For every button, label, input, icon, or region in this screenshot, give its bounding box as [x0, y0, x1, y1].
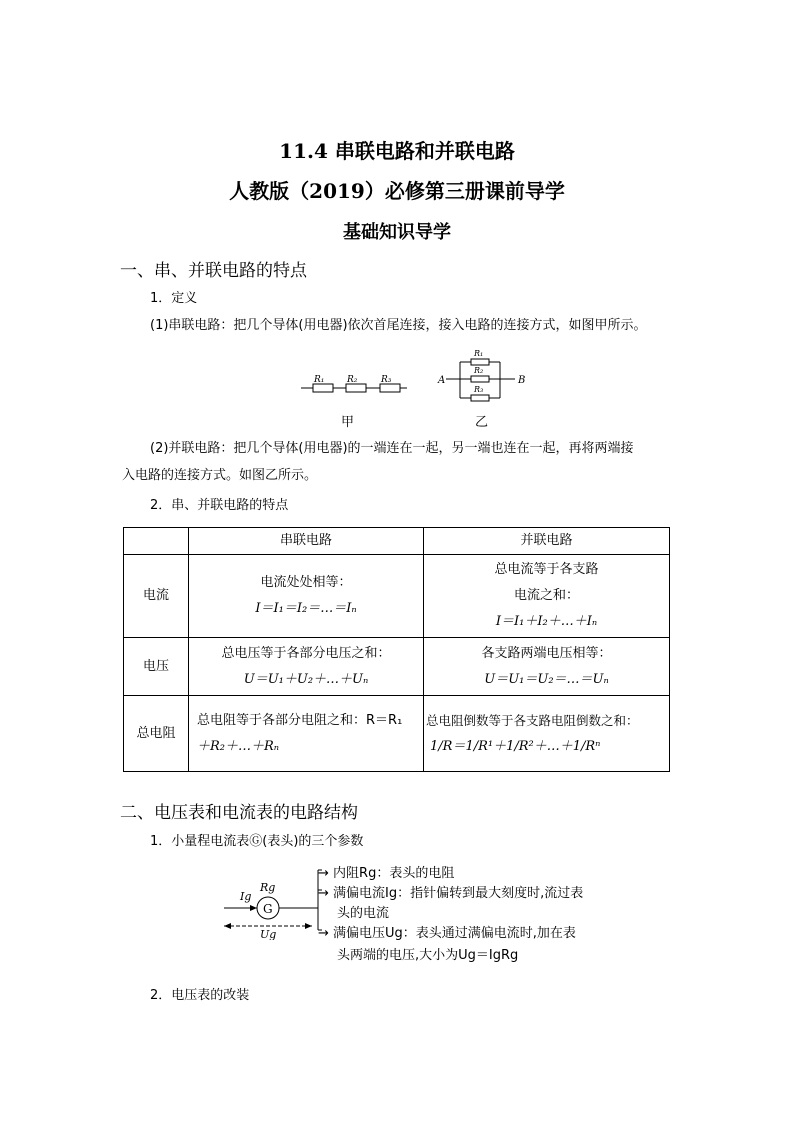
header-parallel: 并联电路 [424, 528, 670, 555]
table-header-row [124, 528, 670, 555]
param-line1: → 内阻Rg：表头的电阻 [318, 866, 455, 881]
series-definition: (1)串联电路：把几个导体(用电器)依次首尾连接，接入电路的连接方式，如图甲所示。 [150, 318, 647, 333]
item-voltmeter: 2．电压表的改装 [150, 988, 250, 1003]
parallel-current-formula: I＝I₁＋I₂＋…＋Iₙ [495, 614, 598, 629]
resistor-r2 [346, 384, 366, 392]
label-p1: R₁ [474, 349, 484, 358]
label-rg: Rg [260, 881, 276, 894]
caption-jia: 甲 [341, 415, 355, 430]
parallel-definition-line2: 入电路的连接方式。如图乙所示。 [122, 468, 318, 483]
section-heading-2: 二、电压表和电流表的电路结构 [120, 803, 358, 823]
parallel-current-text2: 电流之和： [513, 588, 579, 603]
cell-series-voltage [189, 638, 424, 696]
cell-parallel-resistance [424, 696, 670, 772]
label-p3: R₃ [474, 385, 484, 394]
label-p2: R₂ [474, 366, 484, 375]
cell-parallel-voltage [424, 638, 670, 696]
parallel-definition-line1: (2)并联电路：把几个导体(用电器)的一端连在一起，另一端也连在一起，再将两端接 [150, 441, 634, 456]
cell-series-resistance [189, 696, 424, 772]
series-resistance-formula: ＋R₂＋…＋Rₙ [197, 738, 280, 754]
cell-parallel-current [424, 555, 670, 638]
section-heading-1: 一、串、并联电路的特点 [120, 261, 307, 281]
series-voltage-text: 总电压等于各部分电压之和： [221, 645, 391, 661]
row-label-resistance: 总电阻 [124, 696, 189, 772]
label-ig: Ig [240, 890, 252, 903]
label-a: A [438, 375, 446, 386]
table-row [124, 696, 670, 772]
param-line2: → 满偏电流Ig：指针偏转到最大刻度时,流过表 [318, 886, 584, 901]
series-voltage-formula: U＝U₁＋U₂＋…＋Uₙ [243, 671, 369, 687]
cell-series-current [189, 555, 424, 638]
caption-yi: 乙 [475, 415, 489, 430]
table-row [124, 638, 670, 696]
title-section: 基础知识导学 [343, 222, 451, 243]
param-full-voltage: 满偏电压Ug：表头通过满偏电流时,加在表 [333, 926, 576, 941]
parallel-resistance-formula: 1/R＝1/R¹＋1/R²＋…＋1/Rⁿ [430, 738, 601, 754]
galvanometer-label: G [263, 902, 273, 916]
label-r1: R₁ [314, 375, 325, 385]
title-main: 11.4 串联电路和并联电路 [279, 139, 515, 163]
series-circuit [301, 375, 407, 392]
param-line3: → 满偏电压Ug：表头通过满偏电流时,加在表 [318, 926, 576, 941]
param-line3b: 头两端的电压,大小为Ug＝IgRg [337, 948, 519, 963]
label-r2: R₂ [347, 375, 358, 385]
resistor-p3 [471, 395, 489, 401]
header-series: 串联电路 [189, 528, 424, 555]
row-label-current: 电流 [124, 555, 189, 638]
param-full-current: 满偏电流Ig：指针偏转到最大刻度时,流过表 [333, 886, 584, 901]
parallel-voltage-formula: U＝U₁＝U₂＝…＝Uₙ [484, 671, 609, 687]
parallel-circuit [437, 349, 525, 401]
series-resistance-text: 总电阻等于各部分电阻之和：R＝R₁ [197, 712, 403, 728]
item-galvanometer: 1．小量程电流表Ⓖ(表头)的三个参数 [150, 834, 364, 849]
item-characteristics: 2．串、并联电路的特点 [150, 498, 289, 513]
param-internal-resistance: 内阻Rg：表头的电阻 [333, 866, 455, 881]
label-b: B [518, 375, 526, 386]
table-corner [124, 528, 189, 555]
item-definition: 1．定义 [150, 291, 198, 306]
title-edition: 人教版（2019）必修第三册课前导学 [229, 179, 565, 203]
row-label-voltage: 电压 [124, 638, 189, 696]
param-line2b: 头的电流 [337, 906, 390, 921]
resistor-p1 [471, 359, 489, 365]
parallel-resistance-text: 总电阻倒数等于各支路电阻倒数之和： [426, 712, 639, 728]
table-row [124, 555, 670, 638]
resistor-r3 [380, 384, 400, 392]
series-current-formula: I＝I₁＝I₂＝…＝Iₙ [255, 601, 357, 616]
parallel-current-text1: 总电流等于各支路 [494, 562, 599, 577]
series-current-text: 电流处处相等： [260, 575, 352, 590]
circuit-figure [295, 342, 535, 434]
label-r3: R₃ [381, 375, 392, 385]
comparison-table [123, 527, 670, 772]
parallel-voltage-text: 各支路两端电压相等： [481, 645, 612, 661]
resistor-p2 [471, 376, 489, 382]
label-ug: Ug [260, 928, 277, 940]
galvanometer-diagram [222, 860, 322, 940]
resistor-r1 [313, 384, 333, 392]
